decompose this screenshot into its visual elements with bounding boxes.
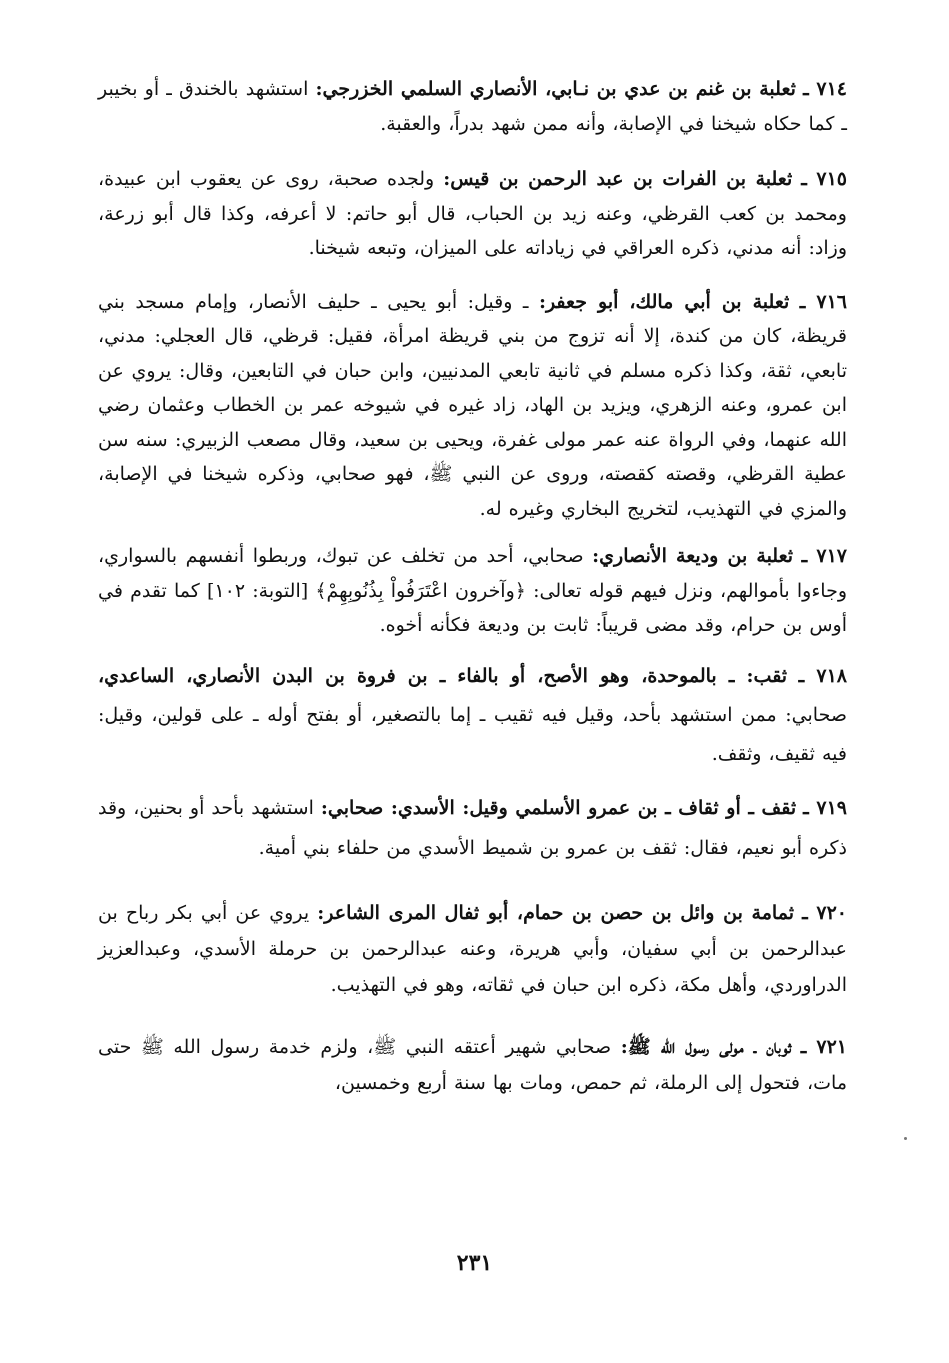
entry-heading: ثعلبة بن غنم بن عدي بن نـابي، الأنصاري السلمي الخزرجي: xyxy=(315,78,796,100)
entry-heading: ثعلبة بن أبي مالك، أبو جعفر: xyxy=(538,290,790,313)
entry-721 xyxy=(98,1029,847,1101)
entry-text: ولجده صحبة، روى عن يعقوب ابن عبيدة، ومحمد بن كعب القرظي، وعنه زيد بن الحباب، قال أبو حاتم: لا أعرفه، وكذا قال أبو زرعة، وزاد: أنه مدني، ذكره العراقي في زياداته على الميزان، وتبعه شيخنا. xyxy=(98,168,847,259)
entry-717 xyxy=(98,539,847,643)
entry-number: ٧١٥ ـ xyxy=(801,168,848,190)
entry-715 xyxy=(98,162,847,266)
entry-714 xyxy=(98,72,847,141)
entry-number: ٧١٨ ـ xyxy=(798,664,847,687)
entry-number: ٧١٩ ـ xyxy=(803,796,847,819)
entry-text: صحابي: ممن استشهد بأحد، وقيل فيه ثقيب ـ إما بالتصغير، أو بفتح أوله ـ على قولين، وقيل: فيه ثقيف، وثقف. xyxy=(98,703,847,765)
entries-list xyxy=(98,72,847,1101)
entry-text: صحابي، أحد من تخلف عن تبوك، وربطوا أنفسهم بالسواري، وجاءوا بأموالهم، ونزل فيهم قوله تعالى: ﴿وآخرون اعْتَرَفُواْ بِذُنُوبِهِمْ﴾ [التوبة: ١٠٢] كما تقدم في أوس بن حرام، وقد مضى قريباً: ثابت بن وديعة فكأنه أخوه. xyxy=(98,545,848,636)
scan-speck xyxy=(904,1137,907,1140)
entry-heading: ثقب: ـ بالموحدة، وهو الأصح، أو بالفاء ـ بن فروة بن البدن الأنصاري، الساعدي، xyxy=(98,664,788,687)
entry-text: استشهد بالخندق ـ أو بخيبر ـ كما حكاه شيخنا في الإصابة، وأنه ممن شهد بدراً، والعقبة. xyxy=(98,78,847,135)
entry-heading: ثعلبة بن الفرات بن عبد الرحمن بن قيس: xyxy=(443,168,793,190)
entry-text: يروي عن أبي بكر رباح بن عبدالرحمن بن أبي سفيان، وأبي هريرة، وعنه عبدالرحمن بن حرملة الأسدي، وعبدالعزيز الدراوردي، وأهل مكة، ذكره ابن حبان في ثقاته، وهو في التهذيب. xyxy=(98,901,847,996)
entry-heading: ثوبان ـ مولى رسول الله ﷺ: xyxy=(620,1035,792,1058)
entry-number: ٧١٤ ـ xyxy=(803,78,848,100)
entry-number: ٧٢١ ـ xyxy=(800,1035,848,1058)
entry-heading: ثمامة بن وائل بن حصن بن حمام، أبو ثفال المرى الشاعر: xyxy=(317,901,794,924)
entry-text: ـ وقيل: أبو يحيى ـ حليف الأنصار، وإمام مسجد بني قريظة، كان من كندة، إلا أنه تزوج من بني قريظة امرأة، فقيل: قرظي، قال العجلي: مدني، تابعي، ثقة، وكذا ذكره مسلم في ثانية تابعي المدنيين، وابن حبان في التابعين، وقال: يروي عن ابن عمرو، وعنه الزهري، ويزيد بن الهاد، زاد غيره في شيوخه عمر بن الخطاب وعثمان رضي الله عنهما، وفي الرواة عنه عمر مولى غفرة، ويحيى بن سعيد، وقال مصعب الزبيري: سنه سن عطية القرظي، وقصته كقصته، وروى عن النبي ﷺ، فهو صحابي، وذكره شيخنا في الإصابة، والمزي في التهذيب، لتخريج البخاري وغيره له. xyxy=(98,290,847,520)
entry-number: ٧١٦ ـ xyxy=(799,290,848,313)
entry-heading: ثقف ـ أو ثقاف ـ بن عمرو الأسلمي وقيل: الأسدي: صحابي: xyxy=(320,796,797,819)
entry-heading: ثعلبة بن وديعة الأنصاري: xyxy=(592,545,794,567)
entry-720 xyxy=(98,895,847,1003)
entry-text: استشهد بأحد أو بحنين، وقد ذكره أبو نعيم، فقال: ثقف بن عمرو بن شميط الأسدي من حلفاء بني أمية. xyxy=(98,796,847,859)
entry-718 xyxy=(98,657,847,774)
entry-number: ٧١٧ ـ xyxy=(801,545,848,567)
entry-text: صحابي شهير أعتقه النبي ﷺ، ولزم خدمة رسول الله ﷺ حتى مات، فتحول إلى الرملة، ثم حمص، ومات بها سنة أربع وخمسين، xyxy=(98,1035,847,1094)
entry-716 xyxy=(98,285,847,527)
entry-number: ٧٢٠ ـ xyxy=(802,901,848,924)
entry-719 xyxy=(98,788,847,868)
page-number: ٢٣١ xyxy=(456,1250,493,1276)
